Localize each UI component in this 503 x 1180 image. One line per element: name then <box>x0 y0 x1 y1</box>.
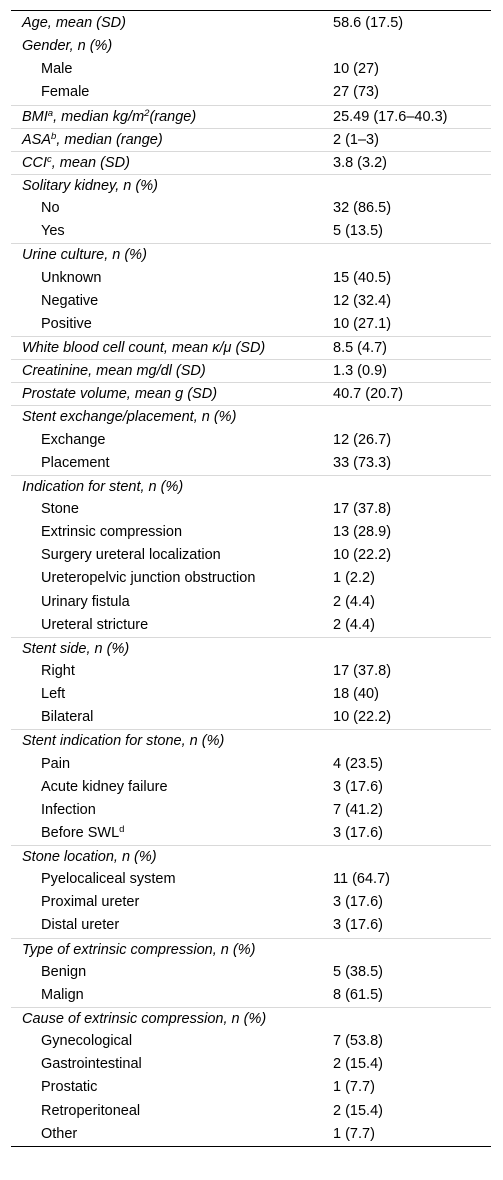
item-label: Ureteral stricture <box>41 616 149 633</box>
characteristics-table <box>11 10 491 1147</box>
value-cell: 33 (73.3) <box>333 454 392 471</box>
item-label: Bilateral <box>41 709 94 726</box>
table-section-row <box>11 128 491 151</box>
table-row <box>11 521 491 544</box>
value-cell: 1 (7.7) <box>333 1079 375 1096</box>
value-cell: 10 (22.2) <box>333 709 392 726</box>
table-section-row <box>11 359 491 382</box>
table-row <box>11 498 491 521</box>
value-cell: 7 (41.2) <box>333 801 383 818</box>
value-cell: 32 (86.5) <box>333 200 392 217</box>
table-row <box>11 1123 491 1146</box>
table-section-row <box>11 105 491 128</box>
table-section-row <box>11 405 491 428</box>
table-row <box>11 567 491 590</box>
category-label: Gender, n (%) <box>22 38 113 55</box>
item-label: Surgery ureteral localization <box>41 547 221 564</box>
item-label: Infection <box>41 801 96 818</box>
item-label: Prostatic <box>41 1079 98 1096</box>
item-label: Gastrointestinal <box>41 1056 142 1073</box>
item-label: Proximal ureter <box>41 894 140 911</box>
table-row <box>11 891 491 914</box>
table-row <box>11 313 491 336</box>
category-label: Creatinine, mean mg/dl (SD) <box>22 363 206 380</box>
value-cell: 12 (32.4) <box>333 292 392 309</box>
value-cell: 25.49 (17.6–40.3) <box>333 108 448 125</box>
table-row <box>11 799 491 822</box>
item-label: Yes <box>41 223 65 240</box>
category-label: Age, mean (SD) <box>22 15 126 31</box>
value-cell: 2 (15.4) <box>333 1102 383 1119</box>
item-label: Benign <box>41 963 87 980</box>
table-row <box>11 984 491 1007</box>
value-cell: 2 (4.4) <box>333 616 375 633</box>
table-row <box>11 660 491 683</box>
table-section-row <box>11 637 491 660</box>
item-label: Urinary fistula <box>41 593 130 610</box>
table-section-row <box>11 151 491 174</box>
label-part: , median (range) <box>56 131 163 148</box>
table-section-row <box>11 475 491 498</box>
value-cell: 8 (61.5) <box>333 986 383 1003</box>
table-section-row <box>11 938 491 961</box>
item-label: Pain <box>41 755 71 772</box>
table-row <box>11 290 491 313</box>
value-cell: 12 (26.7) <box>333 431 392 448</box>
table-row <box>11 1100 491 1123</box>
value-cell: 27 (73) <box>333 84 379 101</box>
label-part: (range) <box>149 108 197 125</box>
value-cell: 2 (15.4) <box>333 1056 383 1073</box>
item-label: Acute kidney failure <box>41 778 168 795</box>
table-row <box>11 961 491 984</box>
value-cell: 3 (17.6) <box>333 917 383 934</box>
category-label: Prostate volume, mean g (SD) <box>22 386 218 403</box>
label-part: BMI <box>22 108 48 125</box>
table-row <box>11 1076 491 1099</box>
value-cell: 3.8 (3.2) <box>333 154 387 171</box>
item-label: Negative <box>41 292 99 309</box>
table-row <box>11 753 491 776</box>
footnote-marker: c <box>46 153 52 165</box>
category-label: White blood cell count, mean κ/μ (SD) <box>22 339 266 356</box>
table-section-row <box>11 35 491 58</box>
value-cell: 3 (17.6) <box>333 894 383 911</box>
value-cell: 3 (17.6) <box>333 824 383 841</box>
category-label: Cause of extrinsic compression, n (%) <box>22 1011 267 1028</box>
item-label: Positive <box>41 315 92 332</box>
category-label <box>22 129 163 151</box>
footnote-marker: 2 <box>144 107 150 119</box>
value-cell: 1 (7.7) <box>333 1125 375 1142</box>
table-row <box>11 591 491 614</box>
item-label: Gynecological <box>41 1033 133 1050</box>
table-row <box>11 868 491 891</box>
table-section-row <box>11 174 491 197</box>
item-label: Right <box>41 662 75 679</box>
category-label: Type of extrinsic compression, n (%) <box>22 941 256 958</box>
item-label: Distal ureter <box>41 917 120 934</box>
label-part: CCI <box>22 154 47 171</box>
value-cell: 13 (28.9) <box>333 524 392 541</box>
table-section-row <box>11 845 491 868</box>
footnote-marker: d <box>119 823 125 835</box>
item-label: Retroperitoneal <box>41 1102 141 1119</box>
footnote-marker: b <box>51 130 57 142</box>
table-row <box>11 267 491 290</box>
item-label: Ureteropelvic junction obstruction <box>41 570 256 587</box>
value-cell: 4 (23.5) <box>333 755 383 772</box>
table-section-row <box>11 336 491 359</box>
value-cell: 2 (4.4) <box>333 593 375 610</box>
value-cell: 3 (17.6) <box>333 778 383 795</box>
category-label <box>22 152 130 174</box>
category-label: Stent exchange/placement, n (%) <box>22 409 237 426</box>
table-row <box>11 544 491 567</box>
value-cell: 7 (53.8) <box>333 1033 383 1050</box>
table-row <box>11 197 491 220</box>
item-label: Other <box>41 1125 78 1142</box>
label-part: , median kg/m <box>53 108 145 125</box>
value-cell: 10 (27.1) <box>333 315 392 332</box>
category-label: Stent indication for stone, n (%) <box>22 733 225 750</box>
table-section-row <box>11 12 491 35</box>
item-label: Stone <box>41 500 79 517</box>
table-row <box>11 614 491 637</box>
item-label: Left <box>41 686 66 703</box>
value-cell: 5 (13.5) <box>333 223 383 240</box>
item-label: Placement <box>41 454 110 471</box>
table-row <box>11 220 491 243</box>
category-label: Solitary kidney, n (%) <box>22 177 158 194</box>
item-label: Male <box>41 61 73 78</box>
label-part: , mean (SD) <box>51 154 130 171</box>
item-label: No <box>41 200 60 217</box>
label-part: ASA <box>22 131 52 148</box>
table-row <box>11 914 491 937</box>
category-label: Stent side, n (%) <box>22 640 130 657</box>
value-cell: 1 (2.2) <box>333 570 375 587</box>
table-section-row <box>11 243 491 266</box>
value-cell: 10 (27) <box>333 61 379 78</box>
table-section-row <box>11 382 491 405</box>
value-cell: 1.3 (0.9) <box>333 363 387 380</box>
category-label <box>22 106 196 128</box>
table-section-row <box>11 729 491 752</box>
table-row <box>11 683 491 706</box>
table-row <box>11 1030 491 1053</box>
table-row <box>11 776 491 799</box>
category-label: Urine culture, n (%) <box>22 247 147 264</box>
item-label: Unknown <box>41 269 102 286</box>
label-part: Before SWL <box>41 824 120 841</box>
value-cell: 58.6 (17.5) <box>333 15 404 31</box>
value-cell: 8.5 (4.7) <box>333 339 387 356</box>
item-label: Pyelocaliceal system <box>41 871 176 888</box>
table-row <box>11 822 491 845</box>
value-cell: 40.7 (20.7) <box>333 386 404 403</box>
table-row <box>11 81 491 104</box>
item-label: Malign <box>41 986 84 1003</box>
value-cell: 18 (40) <box>333 686 379 703</box>
table-section-row <box>11 1007 491 1030</box>
footnote-marker: a <box>47 107 54 119</box>
value-cell: 10 (22.2) <box>333 547 392 564</box>
item-label: Extrinsic compression <box>41 524 183 541</box>
table-row <box>11 706 491 729</box>
value-cell: 17 (37.8) <box>333 500 392 517</box>
value-cell: 5 (38.5) <box>333 963 383 980</box>
table-row <box>11 1053 491 1076</box>
value-cell: 17 (37.8) <box>333 662 392 679</box>
table-row <box>11 452 491 475</box>
item-label: Female <box>41 84 90 101</box>
item-label <box>41 822 124 845</box>
category-label: Indication for stent, n (%) <box>22 478 184 495</box>
item-label: Exchange <box>41 431 106 448</box>
table-row <box>11 58 491 81</box>
value-cell: 2 (1–3) <box>333 131 379 148</box>
value-cell: 15 (40.5) <box>333 269 392 286</box>
category-label: Stone location, n (%) <box>22 849 157 866</box>
value-cell: 11 (64.7) <box>333 871 390 888</box>
table-row <box>11 429 491 452</box>
